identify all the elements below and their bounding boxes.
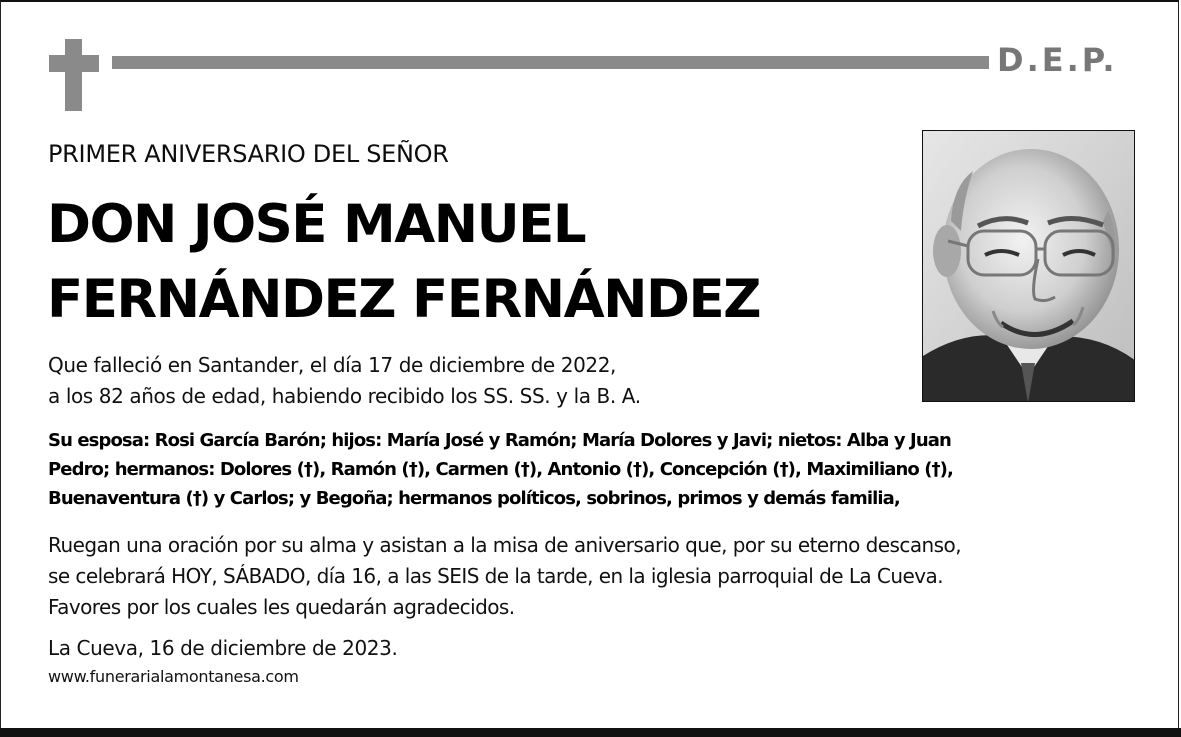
family-list-line: Buenaventura (†) y Carlos; y Begoña; hermanos políticos, sobrinos, primos y demás familia, bbox=[48, 488, 900, 509]
family-list-line: Pedro; hermanos: Dolores (†), Ramón (†), Carmen (†), Antonio (†), Concepción (†), Maximiliano (†), bbox=[48, 459, 953, 480]
cross-icon-bar bbox=[49, 55, 99, 72]
mass-request-line: se celebrará HOY, SÁBADO, día 16, a las SEIS de la tarde, en la iglesia parroquial de La Cueva. bbox=[48, 564, 944, 588]
place-and-date: La Cueva, 16 de diciembre de 2023. bbox=[48, 636, 398, 660]
family-list-line: Su esposa: Rosi García Barón; hijos: María José y Ramón; María Dolores y Javi; nietos: Alba y Juan bbox=[48, 430, 951, 451]
cross-icon bbox=[65, 39, 82, 111]
family-list bbox=[48, 426, 953, 513]
funeral-home-website[interactable]: www.funerarialamontanesa.com bbox=[48, 667, 299, 686]
deceased-name-line-1: DON JOSÉ MANUEL bbox=[47, 194, 586, 255]
death-notice bbox=[48, 350, 641, 412]
mass-request-line: Favores por los cuales les quedarán agradecidos. bbox=[48, 595, 515, 619]
deceased-portrait bbox=[922, 130, 1135, 402]
anniversary-intro: PRIMER ANIVERSARIO DEL SEÑOR bbox=[48, 140, 449, 168]
header-rule bbox=[112, 56, 989, 69]
death-notice-line: Que falleció en Santander, el día 17 de diciembre de 2022, bbox=[48, 353, 617, 377]
dep-label: D.E.P. bbox=[997, 41, 1118, 79]
mass-request-line: Ruegan una oración por su alma y asistan a la misa de aniversario que, por su eterno descanso, bbox=[48, 533, 962, 557]
death-notice-line: a los 82 años de edad, habiendo recibido los SS. SS. y la B. A. bbox=[48, 384, 641, 408]
deceased-name-line-2: FERNÁNDEZ FERNÁNDEZ bbox=[47, 269, 761, 330]
mass-request bbox=[48, 530, 961, 623]
bottom-rule bbox=[0, 728, 1181, 737]
